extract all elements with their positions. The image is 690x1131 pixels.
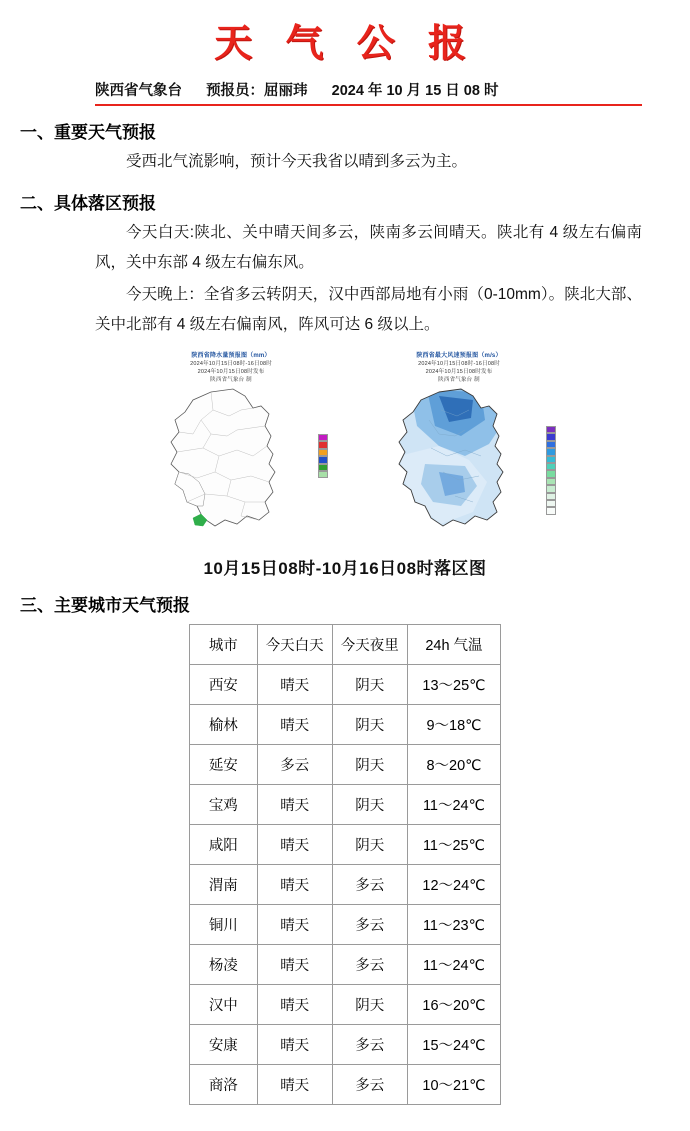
cell-temp: 15～24℃	[407, 1025, 500, 1065]
title-bar	[0, 0, 690, 73]
precipitation-map-caption	[126, 348, 336, 384]
section-heading-2: 二、具体落区预报	[20, 194, 156, 213]
header-city: 城市	[190, 625, 258, 665]
cell-night: 多云	[332, 1025, 407, 1065]
cell-night: 多云	[332, 1065, 407, 1105]
cell-city: 安康	[190, 1025, 258, 1065]
cell-temp: 11～23℃	[407, 905, 500, 945]
cell-temp: 11～24℃	[407, 945, 500, 985]
figure-caption: 10月15日08时-10月16日08时落区图	[203, 559, 487, 578]
cell-city: 西安	[190, 665, 258, 705]
shaanxi-outline-precip	[141, 386, 321, 536]
max-wind-map-title: 陕西省最大风速预报图（m/s）	[416, 353, 502, 359]
max-wind-map-caption	[354, 348, 564, 384]
cell-day: 晴天	[257, 665, 332, 705]
byline	[95, 79, 642, 106]
table-row	[190, 865, 501, 905]
cell-day: 晴天	[257, 705, 332, 745]
forecast-table-wrap	[0, 624, 690, 1105]
cell-day: 晴天	[257, 1065, 332, 1105]
maps-figure	[0, 348, 690, 579]
header-day: 今天白天	[257, 625, 332, 665]
cell-day: 晴天	[257, 945, 332, 985]
table-row	[190, 785, 501, 825]
byline-forecaster: 预报员：屈丽玮	[206, 83, 308, 99]
section-2-paragraph-2: 今天晚上：全省多云转阴天，汉中西部局地有小雨（0-10mm）。陕北大部、关中北部有 4 级左右偏南风，阵风可达 6 级以上。	[95, 286, 642, 333]
max-wind-map-line3: 2024年10月15日08时发布	[425, 369, 493, 375]
max-wind-map-line2: 2024年10月15日08时-16日08时	[418, 361, 500, 367]
table-row	[190, 665, 501, 705]
header-temp: 24h 气温	[407, 625, 500, 665]
cell-temp: 16～20℃	[407, 985, 500, 1025]
cell-day: 晴天	[257, 785, 332, 825]
section-2-paragraph-1: 今天白天:陕北、关中晴天间多云，陕南多云间晴天。陕北有 4 级左右偏南风，关中东部 4 级左右偏东风。	[95, 224, 642, 271]
cell-temp: 13～25℃	[407, 665, 500, 705]
precipitation-map-line3: 2024年10月15日08时发布	[197, 369, 265, 375]
cell-city: 汉中	[190, 985, 258, 1025]
section-heading-1: 一、重要天气预报	[20, 123, 156, 142]
cell-temp: 8～20℃	[407, 745, 500, 785]
cell-night: 阴天	[332, 985, 407, 1025]
max-wind-map	[354, 348, 564, 548]
maps-row	[110, 348, 580, 548]
table-header-row	[190, 625, 501, 665]
cell-city: 咸阳	[190, 825, 258, 865]
cell-day: 晴天	[257, 825, 332, 865]
cell-day: 晴天	[257, 905, 332, 945]
precipitation-map-title: 陕西省降水量预报图（mm）	[191, 353, 271, 359]
cell-night: 阴天	[332, 785, 407, 825]
shaanxi-outline-wind	[369, 386, 549, 536]
table-row	[190, 745, 501, 785]
cell-city: 铜川	[190, 905, 258, 945]
cell-city: 延安	[190, 745, 258, 785]
cell-temp: 12～24℃	[407, 865, 500, 905]
cell-night: 阴天	[332, 825, 407, 865]
table-row	[190, 945, 501, 985]
cell-temp: 10～21℃	[407, 1065, 500, 1105]
byline-office: 陕西省气象台	[95, 83, 182, 99]
cell-night: 多云	[332, 945, 407, 985]
table-row	[190, 825, 501, 865]
max-wind-map-line4: 陕西省气象台 制	[438, 377, 480, 383]
cell-city: 商洛	[190, 1065, 258, 1105]
cell-night: 阴天	[332, 745, 407, 785]
precipitation-map-line2: 2024年10月15日08时-16日08时	[190, 361, 272, 367]
precipitation-map-line4: 陕西省气象台 制	[210, 377, 252, 383]
cell-city: 宝鸡	[190, 785, 258, 825]
precipitation-map	[126, 348, 336, 548]
cell-city: 榆林	[190, 705, 258, 745]
cell-night: 多云	[332, 865, 407, 905]
table-row	[190, 1025, 501, 1065]
cell-temp: 9～18℃	[407, 705, 500, 745]
cell-temp: 11～25℃	[407, 825, 500, 865]
cell-night: 阴天	[332, 665, 407, 705]
table-row	[190, 1065, 501, 1105]
cell-day: 晴天	[257, 1025, 332, 1065]
cell-city: 杨凌	[190, 945, 258, 985]
table-row	[190, 705, 501, 745]
section-heading-3: 三、主要城市天气预报	[20, 596, 190, 615]
max-wind-legend-bar	[546, 426, 558, 516]
section-1-paragraph-1: 受西北气流影响，预计今天我省以晴到多云为主。	[126, 153, 468, 170]
forecast-table	[189, 624, 501, 1105]
header-night: 今天夜里	[332, 625, 407, 665]
cell-day: 晴天	[257, 865, 332, 905]
cell-night: 阴天	[332, 705, 407, 745]
cell-day: 多云	[257, 745, 332, 785]
page-title: 天 气 公 报	[214, 21, 476, 65]
table-row	[190, 985, 501, 1025]
cell-city: 渭南	[190, 865, 258, 905]
cell-temp: 11～24℃	[407, 785, 500, 825]
byline-datetime: 2024 年 10 月 15 日 08 时	[331, 83, 499, 99]
cell-night: 多云	[332, 905, 407, 945]
byline-line	[95, 79, 642, 100]
table-row	[190, 905, 501, 945]
precipitation-legend-bar	[318, 434, 330, 508]
cell-day: 晴天	[257, 985, 332, 1025]
